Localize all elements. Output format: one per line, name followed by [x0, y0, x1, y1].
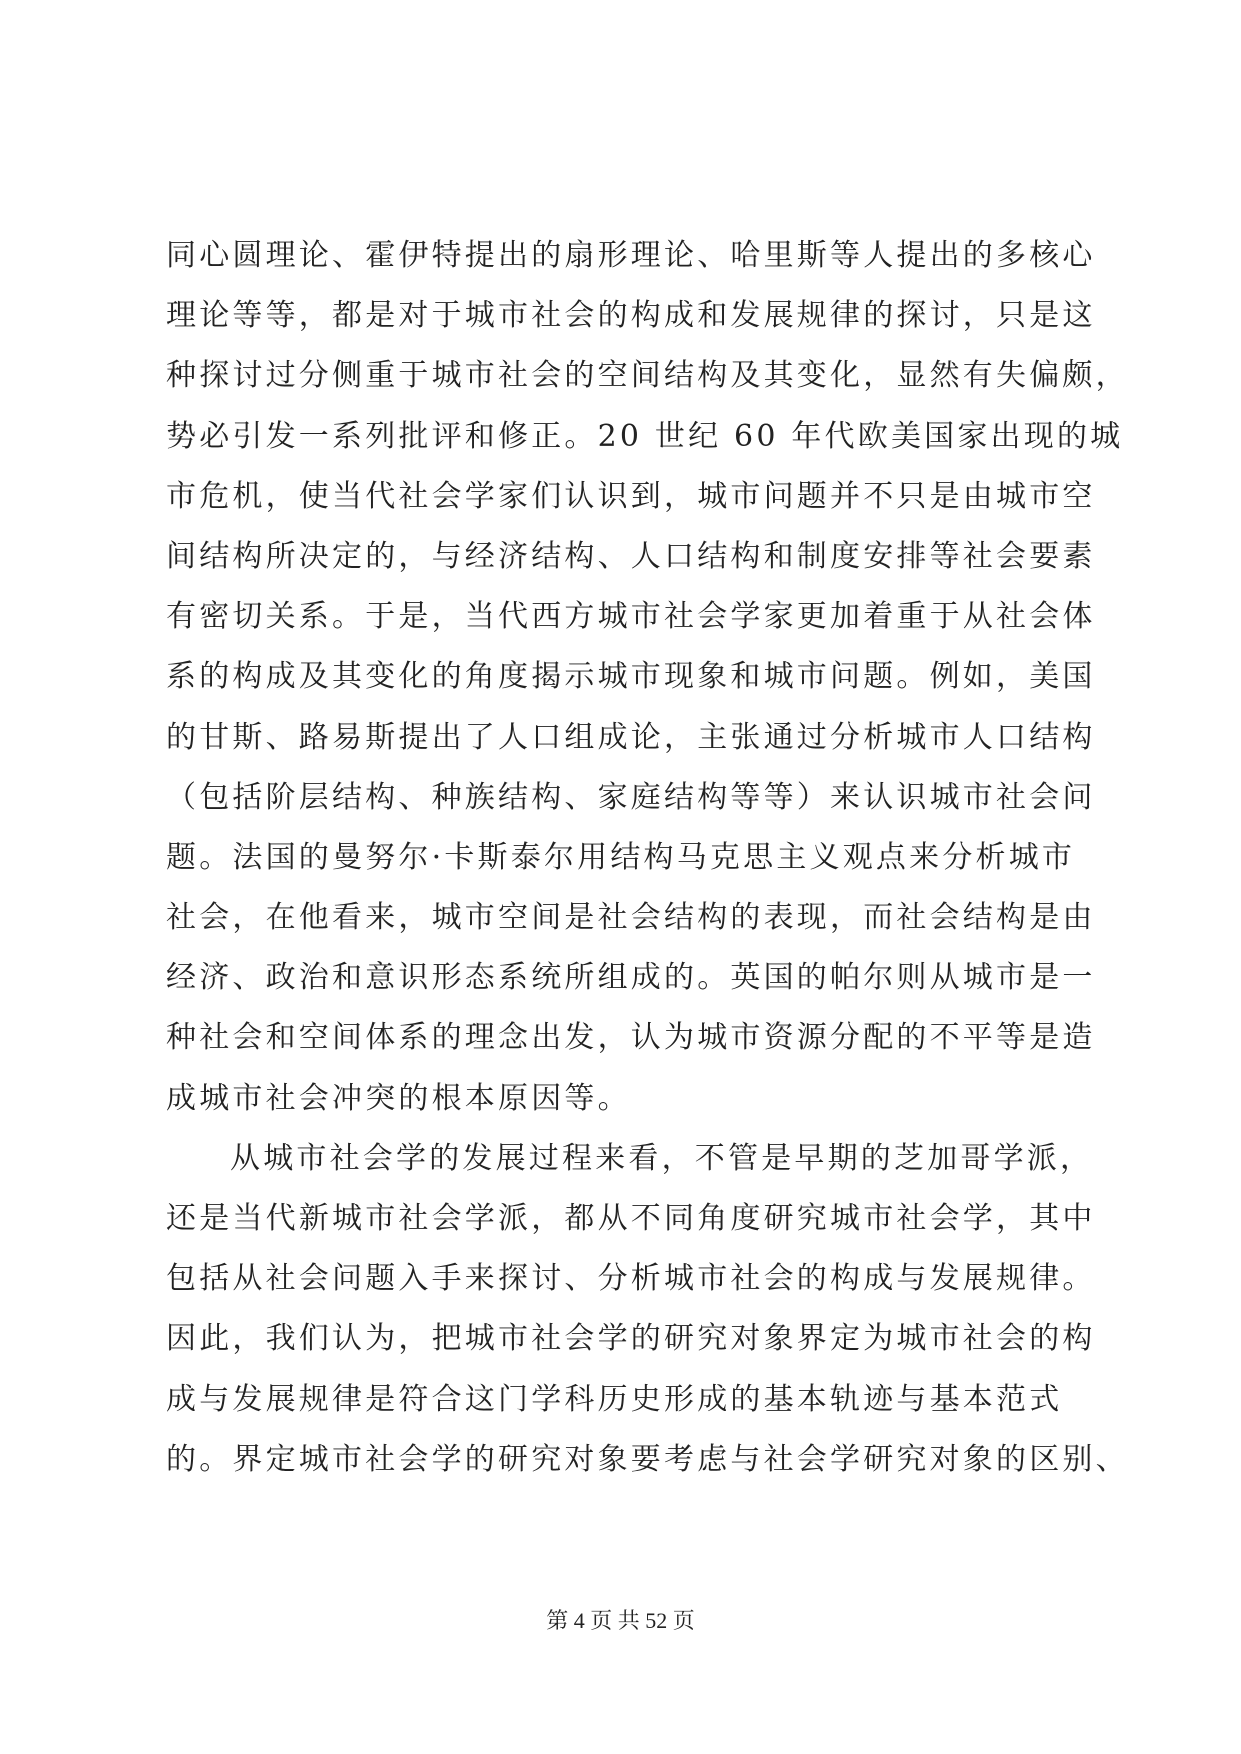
- text-line: 种社会和空间体系的理念出发，认为城市资源分配的不平等是造: [166, 1020, 1096, 1056]
- body-text: [166, 226, 1129, 1490]
- text-line: 的。界定城市社会学的研究对象要考虑与社会学研究对象的区别、: [166, 1441, 1129, 1477]
- text-line: 同心圆理论、霍伊特提出的扇形理论、哈里斯等人提出的多核心: [166, 238, 1096, 273]
- paragraph-start-line: 从城市社会学的发展过程来看，不管是早期的芝加哥学派，: [230, 1140, 1094, 1176]
- page-number-footer: 第 4 页 共 52 页: [546, 1608, 695, 1633]
- text-line: 还是当代新城市社会学派，都从不同角度研究城市社会学，其中: [166, 1201, 1096, 1236]
- text-line: 间结构所决定的，与经济结构、人口结构和制度安排等社会要素: [166, 538, 1096, 574]
- text-line: 社会，在他看来，城市空间是社会结构的表现，而社会结构是由: [166, 900, 1096, 936]
- text-line: 成与发展规律是符合这门学科历史形成的基本轨迹与基本范式: [166, 1381, 1063, 1417]
- text-line: 题。法国的曼努尔·卡斯泰尔用结构马克思主义观点来分析城市: [166, 839, 1076, 875]
- text-line: 因此，我们认为，把城市社会学的研究对象界定为城市社会的构: [166, 1321, 1096, 1357]
- text-line: 势必引发一系列批评和修正。20 世纪 60 年代欧美国家出现的城: [166, 418, 1124, 454]
- text-line: 系的构成及其变化的角度揭示城市现象和城市问题。例如，美国: [166, 659, 1096, 695]
- text-line: 种探讨过分侧重于城市社会的空间结构及其变化，显然有失偏颇，: [166, 358, 1129, 394]
- text-line: 包括从社会问题入手来探讨、分析城市社会的构成与发展规律。: [166, 1261, 1096, 1297]
- text-line: 的甘斯、路易斯提出了人口组成论，主张通过分析城市人口结构: [166, 719, 1096, 755]
- text-line: （包括阶层结构、种族结构、家庭结构等等）来认识城市社会问: [166, 779, 1096, 815]
- text-line: 市危机，使当代社会学家们认识到，城市问题并不只是由城市空: [166, 478, 1096, 514]
- text-line: 理论等等，都是对于城市社会的构成和发展规律的探讨，只是这: [166, 298, 1096, 334]
- text-line: 有密切关系。于是，当代西方城市社会学家更加着重于从社会体: [166, 599, 1096, 635]
- text-line: 成城市社会冲突的根本原因等。: [166, 1080, 631, 1116]
- text-line: 经济、政治和意识形态系统所组成的。英国的帕尔则从城市是一: [166, 960, 1096, 996]
